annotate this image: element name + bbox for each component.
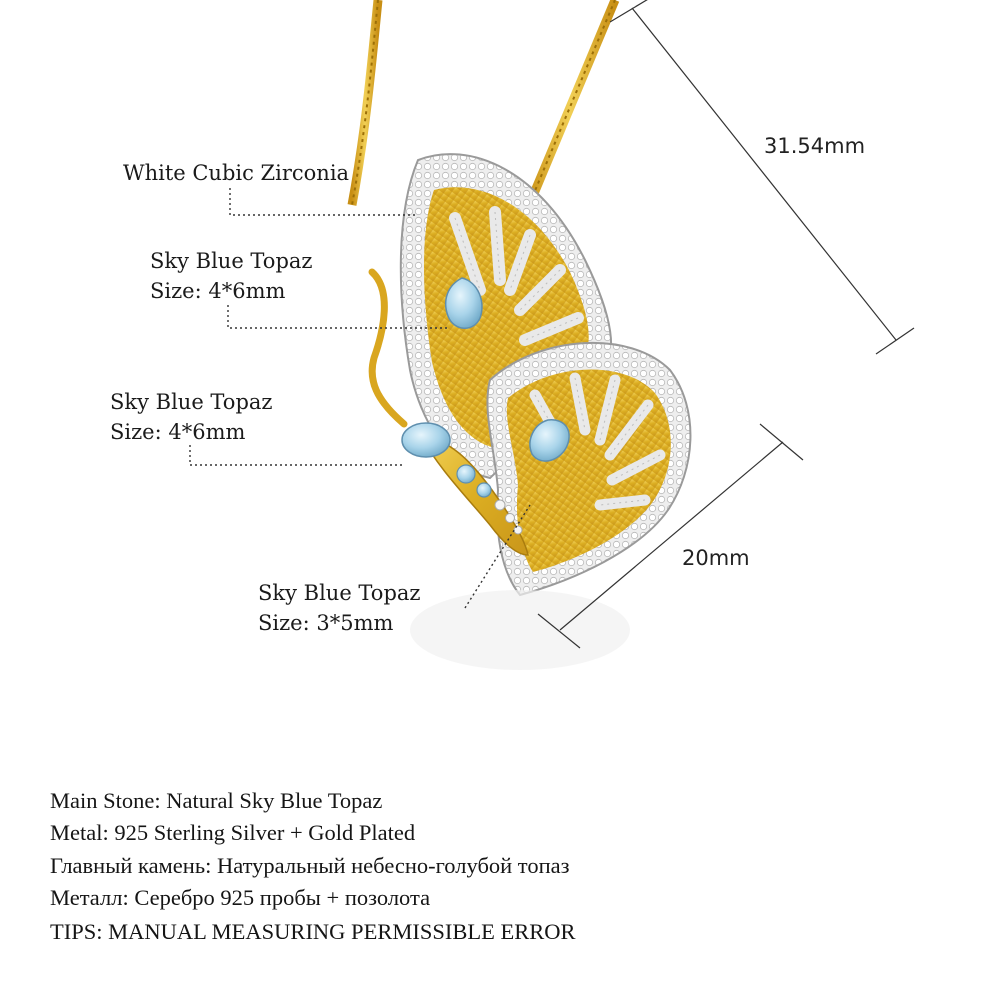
leader-topaz-middle — [190, 445, 405, 465]
spec-metal: Metal: 925 Sterling Silver + Gold Plated — [50, 820, 416, 845]
callout-topaz-middle-size: Size: 4*6mm — [110, 420, 246, 444]
callout-topaz-lower — [258, 578, 420, 638]
callout-topaz-upper-size: Size: 4*6mm — [150, 279, 286, 303]
lower-wing — [487, 343, 690, 595]
height-dimension-line — [632, 8, 896, 340]
callout-topaz-middle — [110, 387, 272, 447]
callout-zirconia-title: White Cubic Zirconia — [123, 161, 350, 185]
callout-zirconia — [123, 158, 349, 188]
antenna — [372, 272, 404, 424]
callout-topaz-upper — [150, 246, 312, 306]
spec-metal-ru: Металл: Серебро 925 пробы + позолота — [50, 885, 431, 910]
callout-topaz-middle-title: Sky Blue Topaz — [110, 390, 273, 414]
topaz-small-2 — [477, 483, 491, 497]
callout-topaz-upper-title: Sky Blue Topaz — [150, 249, 313, 273]
spec-main-stone: Main Stone: Natural Sky Blue Topaz — [50, 788, 383, 813]
height-dimension-label: 31.54mm — [764, 134, 866, 158]
callout-topaz-lower-size: Size: 3*5mm — [258, 611, 394, 635]
callout-topaz-lower-title: Sky Blue Topaz — [258, 581, 421, 605]
spec-main-stone-ru: Главный камень: Натуральный небесно-голубой топаз — [50, 853, 570, 878]
topaz-small-1 — [457, 465, 475, 483]
spec-tips: TIPS: MANUAL MEASURING PERMISSIBLE ERROR — [50, 919, 576, 944]
width-dimension-label: 20mm — [682, 546, 750, 570]
leader-zirconia — [230, 188, 418, 215]
topaz-body — [402, 423, 450, 457]
